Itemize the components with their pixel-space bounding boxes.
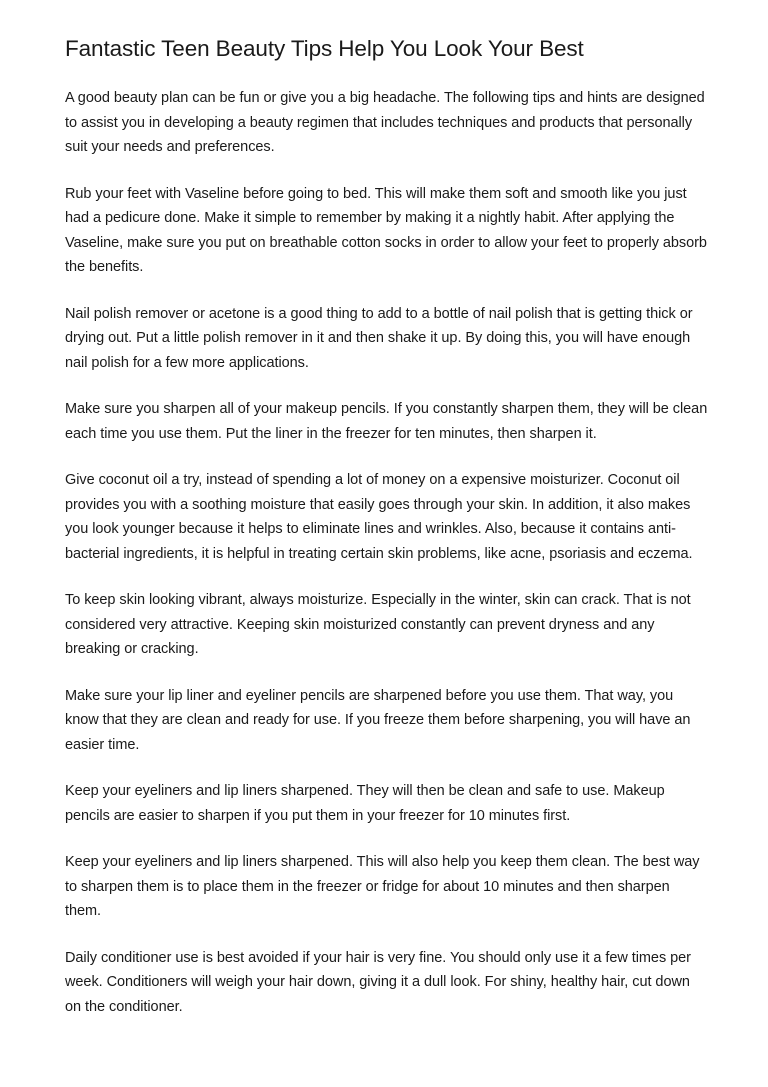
- paragraph-sharpen-pencils: Make sure you sharpen all of your makeup pencils. If you constantly sharpen them, they will be clean each time you use them. Put the liner in the freezer for ten minutes, then sharpen it.: [65, 401, 708, 442]
- paragraph-conditioner: Daily conditioner use is best avoided if your hair is very fine. You should only use it a few times per week. Conditioners will weigh your hair down, giving it a dull look. For shiny, healthy hair, cut down on the conditioner.: [65, 949, 691, 1015]
- paragraph-eyeliners-clean: Keep your eyeliners and lip liners sharpened. This will also help you keep them clean. The best way to sharpen them is to place them in the freezer or fridge for about 10 minutes and then sharpen them.: [65, 854, 700, 919]
- paragraph-nail-polish: Nail polish remover or acetone is a good thing to add to a bottle of nail polish that is getting thick or drying out. Put a little polish remover in it and then shake it up. By doing this, you will have enough nail polish for a few more applications.: [65, 305, 693, 371]
- paragraph-coconut-oil: Give coconut oil a try, instead of spending a lot of money on a expensive moisturizer. Coconut oil provides you with a soothing moisture that easily goes through your skin. In addition, it also makes you look younger because it helps to eliminate lines and wrinkles. Also, because it contains anti- bacterial ingredients, it is helpful in treating certain skin problems, like acne, psoriasis and eczema.: [65, 472, 693, 562]
- paragraph-lip-liner: Make sure your lip liner and eyeliner pencils are sharpened before you use them. That way, you know that they are clean and ready for use. If you freeze them before sharpening, you will have an easier time.: [65, 687, 691, 753]
- paragraph-intro: A good beauty plan can be fun or give you a big headache. The following tips and hints are designed to assist you in developing a beauty regimen that includes techniques and products that personally suit your needs and preferences.: [65, 90, 705, 155]
- paragraph-moisturize: To keep skin looking vibrant, always moisturize. Especially in the winter, skin can crack. That is not considered very attractive. Keeping skin moisturized constantly can prevent dryness and any breaking or cracking.: [65, 592, 691, 657]
- paragraph-vaseline-feet: Rub your feet with Vaseline before going to bed. This will make them soft and smooth like you just had a pedicure done. Make it simple to remember by making it a nightly habit. After applying the Vaseline, make sure you put on breathable cotton socks in order to allow your feet to properly absorb the benefits.: [65, 185, 707, 275]
- paragraph-eyeliners-freezer: Keep your eyeliners and lip liners sharpened. They will then be clean and safe to use. Makeup pencils are easier to sharpen if you put them in your freezer for 10 minutes first.: [65, 783, 665, 824]
- document-title: Fantastic Teen Beauty Tips Help You Look Your Best: [65, 36, 584, 61]
